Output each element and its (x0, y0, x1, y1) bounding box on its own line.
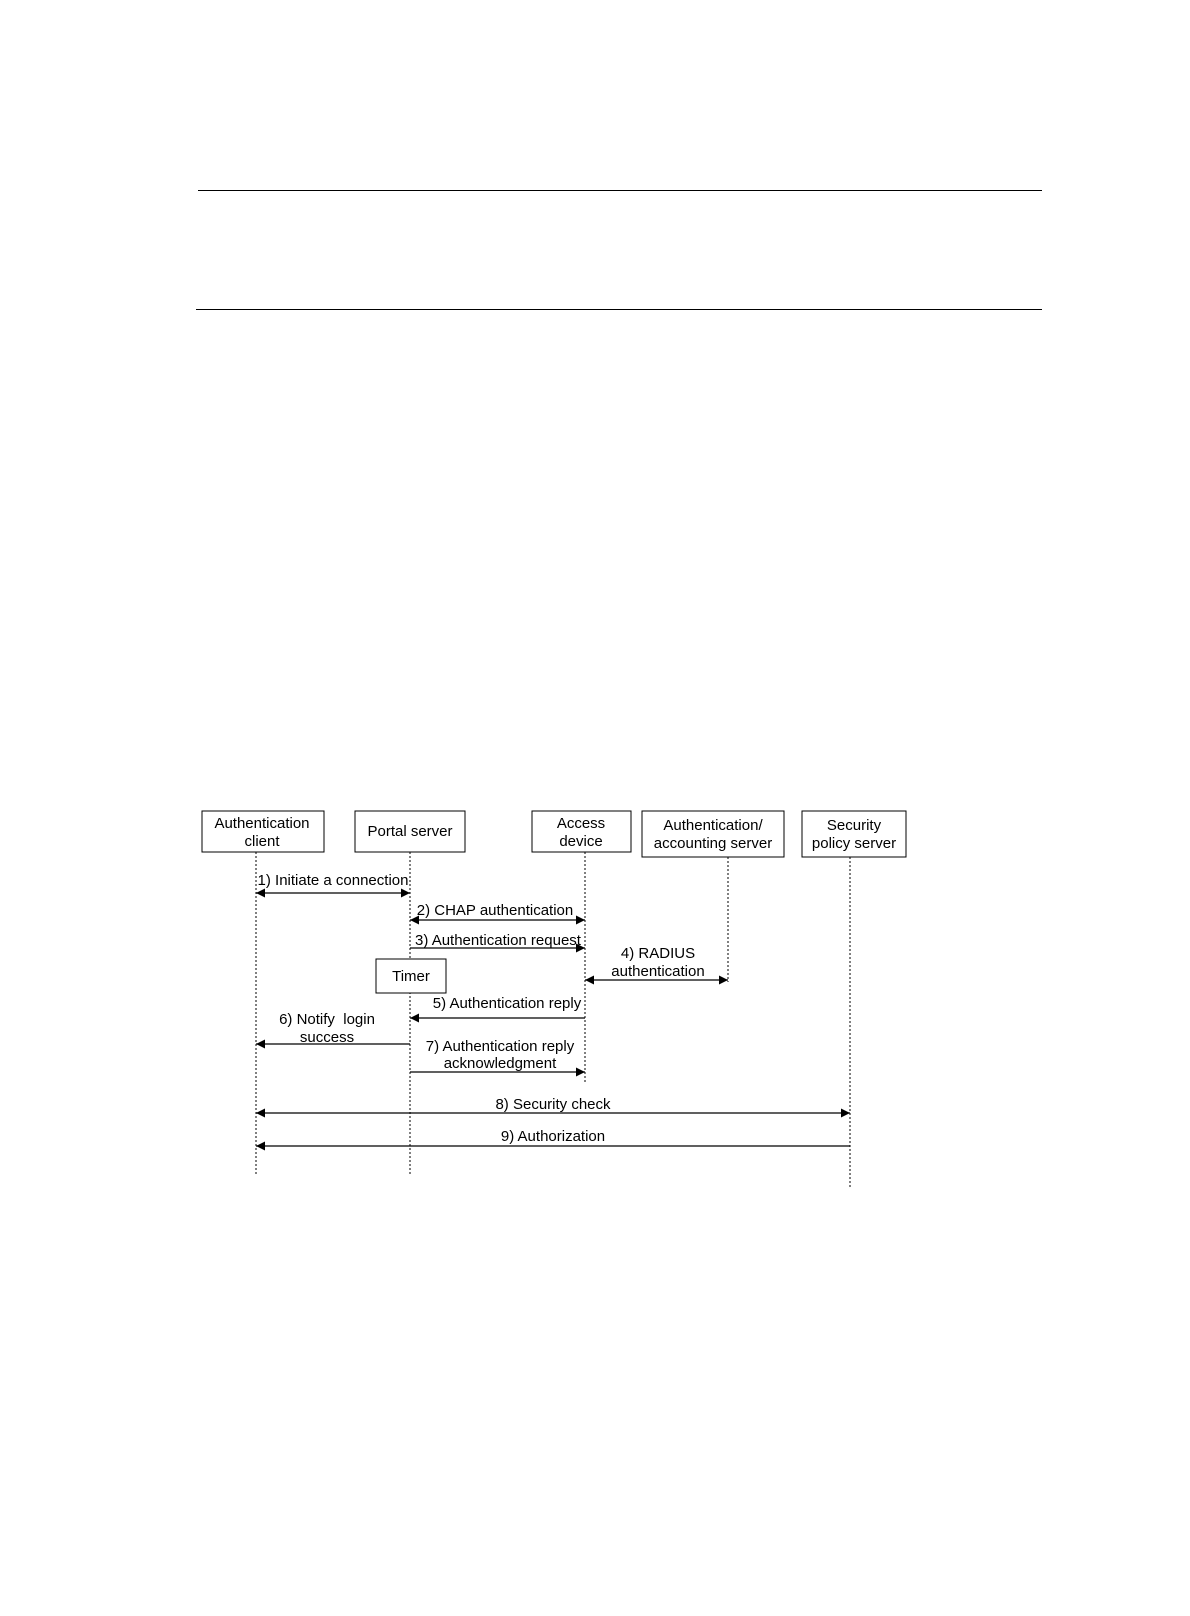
message-label-line: 3) Authentication request (415, 932, 581, 949)
participant-label-line: Authentication (214, 815, 310, 832)
participant-label-line: accounting server (653, 835, 773, 852)
message-label-line: 9) Authorization (500, 1128, 606, 1145)
participant-portal-server (355, 811, 465, 852)
message-chap-authentication (410, 902, 585, 920)
participant-label-line: policy server (811, 835, 897, 852)
message-authentication-reply (410, 995, 585, 1018)
participant-label-line: Authentication/ (663, 817, 763, 834)
participant-label-line: Portal server (367, 823, 453, 840)
message-radius-authentication (585, 945, 728, 980)
message-label-line: acknowledgment (443, 1055, 557, 1072)
timer-label: Timer (392, 968, 430, 985)
participant-authentication-accounting-server (642, 811, 784, 857)
message-authentication-request (410, 932, 585, 949)
message-label-line: success (299, 1029, 355, 1046)
message-initiate-connection (256, 872, 410, 893)
message-authentication-reply-acknowledgment (410, 1038, 585, 1072)
message-label-line: 7) Authentication reply (425, 1038, 575, 1055)
timer-box (376, 959, 446, 993)
message-label-line: 2) CHAP authentication (416, 902, 574, 919)
message-label-line: 5) Authentication reply (432, 995, 582, 1012)
message-label-line: 6) Notify login (279, 1011, 375, 1028)
participant-label-line: client (244, 833, 280, 850)
participant-label-line: device (559, 833, 603, 850)
participant-label-line: Security (826, 817, 882, 834)
message-notify-login-success (256, 1011, 410, 1046)
message-security-check (256, 1096, 850, 1113)
message-label-line: 4) RADIUS (620, 945, 696, 962)
message-label-line: 1) Initiate a connection (257, 872, 409, 889)
message-authorization (256, 1128, 850, 1146)
message-label-line: 8) Security check (495, 1096, 611, 1113)
participant-security-policy-server (802, 811, 906, 857)
message-label-line: authentication (611, 963, 705, 980)
participant-authentication-client (202, 811, 324, 852)
participant-label-line: Access (556, 815, 606, 832)
participant-access-device (532, 811, 631, 852)
